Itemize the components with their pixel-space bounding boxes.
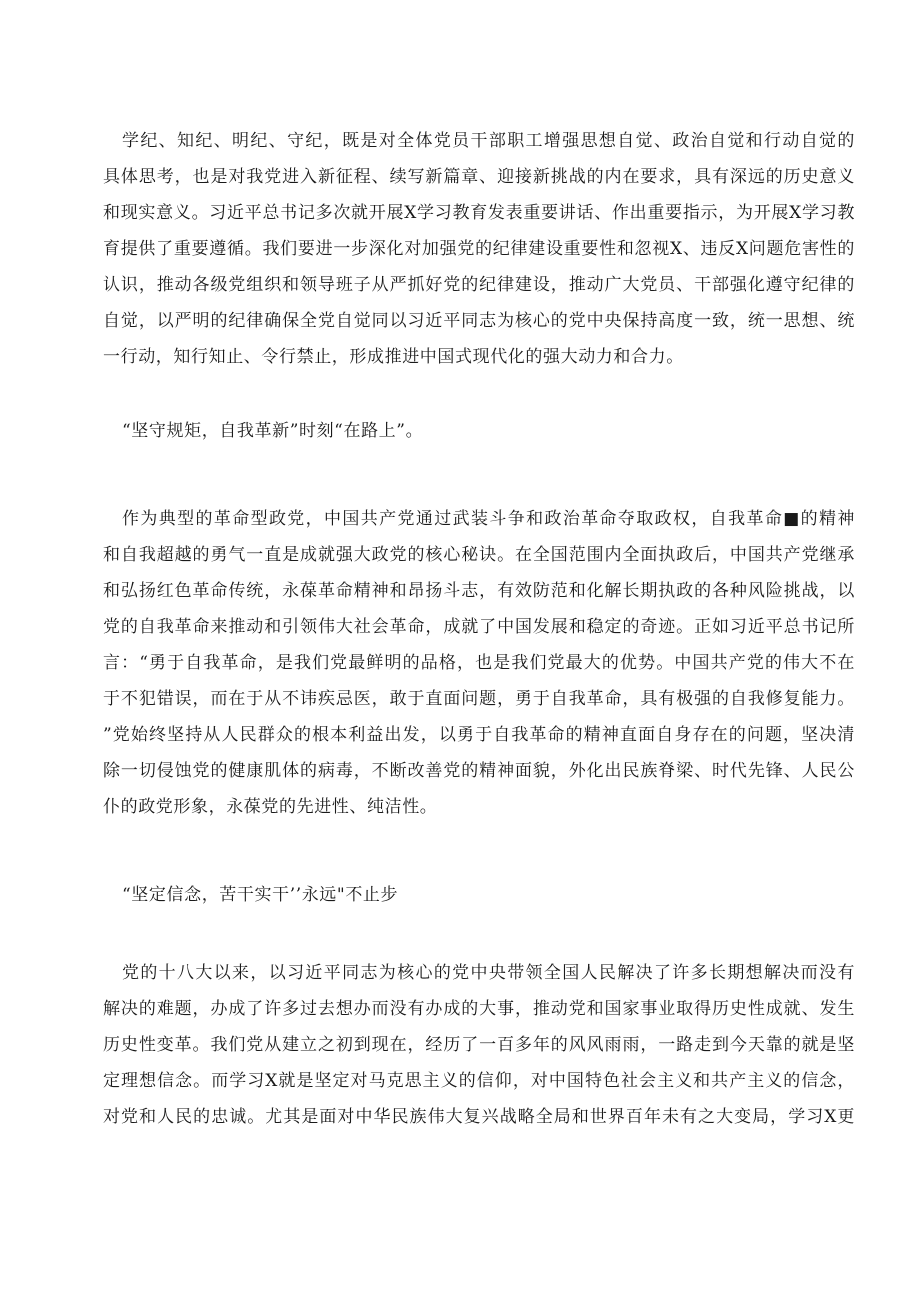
- section-heading-2: “坚定信念，苦干实干’’永远"不止步: [122, 885, 399, 905]
- paragraph-line: 除一切侵蚀党的健康肌体的病毒，不断改善党的精神面貌，外化出民族脊梁、时代先锋、人民公: [103, 761, 855, 781]
- paragraph-line: 定理想信念。而学习X就是坚定对马克思主义的信仰，对中国特色社会主义和共产主义的信念，: [103, 1071, 855, 1091]
- paragraph-line: 认识，推动各级党组织和领导班子从严抓好党的纪律建设，推动广大党员、干部强化遵守纪律的: [103, 275, 855, 295]
- paragraph-line: ”党始终坚持从人民群众的根本利益出发，以勇于自我革命的精神直面自身存在的问题，坚决清: [103, 725, 855, 745]
- paragraph-line: 党的自我革命来推动和引领伟大社会革命，成就了中国发展和稳定的奇迹。正如习近平总书记所: [103, 617, 855, 637]
- paragraph-line: 一行动，知行知止、令行禁止，形成推进中国式现代化的强大动力和合力。: [103, 347, 684, 367]
- paragraph-line: 学纪、知纪、明纪、守纪，既是对全体党员干部职工增强思想自觉、政治自觉和行动自觉的: [122, 131, 855, 151]
- paragraph-line: 育提供了重要遵循。我们要进一步深化对加强党的纪律建设重要性和忽视X、违反X问题危害性的: [103, 239, 855, 259]
- paragraph-line: 和现实意义。习近平总书记多次就开展X学习教育发表重要讲话、作出重要指示，为开展X学习教: [103, 203, 855, 223]
- paragraph-line: 于不犯错误，而在于从不讳疾忌医，敢于直面问题，勇于自我革命，具有极强的自我修复能力。: [103, 689, 855, 709]
- paragraph-line: 解决的难题，办成了许多过去想办而没有办成的大事，推动党和国家事业取得历史性成就、发生: [103, 999, 855, 1019]
- section-heading-1: “坚守规矩，自我革新”时刻“在路上”。: [122, 421, 424, 441]
- paragraph-line: 仆的政党形象，永葆党的先进性、纯洁性。: [103, 797, 438, 817]
- paragraph-line: 和弘扬红色革命传统，永葆革命精神和昂扬斗志，有效防范和化解长期执政的各种风险挑战，以: [103, 581, 855, 601]
- paragraph-line: 党的十八大以来，以习近平同志为核心的党中央带领全国人民解决了许多长期想解决而没有: [122, 963, 855, 983]
- paragraph-line: 历史性变革。我们党从建立之初到现在，经历了一百多年的风风雨雨，一路走到今天靠的就是坚: [103, 1035, 855, 1055]
- paragraph-line: 作为典型的革命型政党，中国共产党通过武装斗争和政治革命夺取政权，自我革命■的精神: [122, 509, 855, 529]
- paragraph-line: 自觉，以严明的纪律确保全党自觉同以习近平同志为核心的党中央保持高度一致，统一思想、统: [103, 311, 855, 331]
- paragraph-line: 和自我超越的勇气一直是成就强大政党的核心秘诀。在全国范围内全面执政后，中国共产党继承: [103, 545, 855, 565]
- paragraph-line: 对党和人民的忠诚。尤其是面对中华民族伟大复兴战略全局和世界百年未有之大变局，学习X更: [103, 1107, 855, 1127]
- paragraph-line: 具体思考，也是对我党进入新征程、续写新篇章、迎接新挑战的内在要求，具有深远的历史意义: [103, 167, 855, 187]
- paragraph-line: 言：“勇于自我革命，是我们党最鲜明的品格，也是我们党最大的优势。中国共产党的伟大不在: [103, 653, 855, 673]
